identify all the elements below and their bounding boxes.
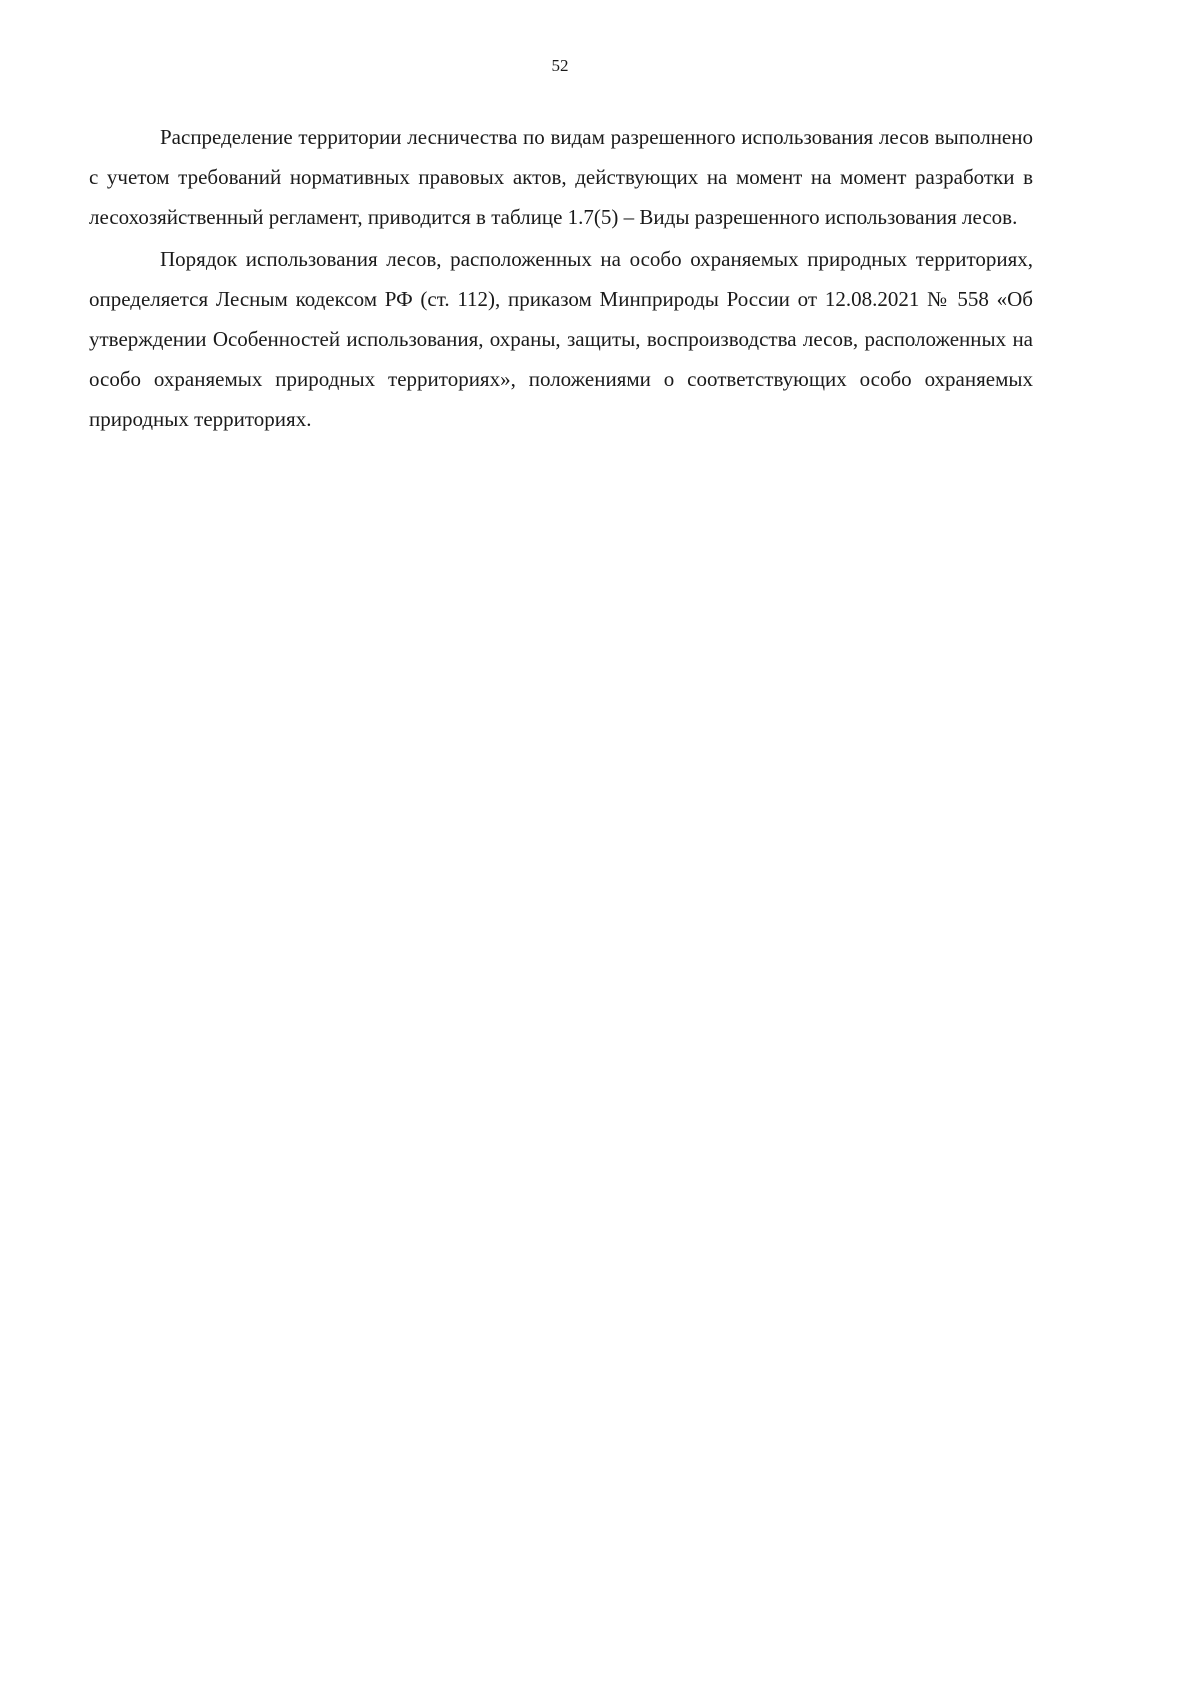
paragraph-protected-areas-order: Порядок использования лесов, расположенных на особо охраняемых природных территориях, определяется Лесным кодексом РФ (ст. 112), приказом Минприроды России от 12.08.2021 № 558 «Об утверждении Особенностей использования, охраны, защиты, воспроизводства лесов, расположенных на особо охраняемых природных территориях», положениями о соответствующих особо охраняемых природных территориях.	[89, 247, 1033, 431]
paragraph-forest-use-distribution: Распределение территории лесничества по видам разрешенного использования лесов выполнено с учетом требований нормативных правовых актов, действующих на момент на момент разработки в лесохозяйственный регламент, приводится в таблице 1.7(5) – Виды разрешенного использования лесов.	[89, 125, 1033, 229]
body-text	[89, 117, 1033, 439]
page-number: 52	[551, 56, 569, 75]
